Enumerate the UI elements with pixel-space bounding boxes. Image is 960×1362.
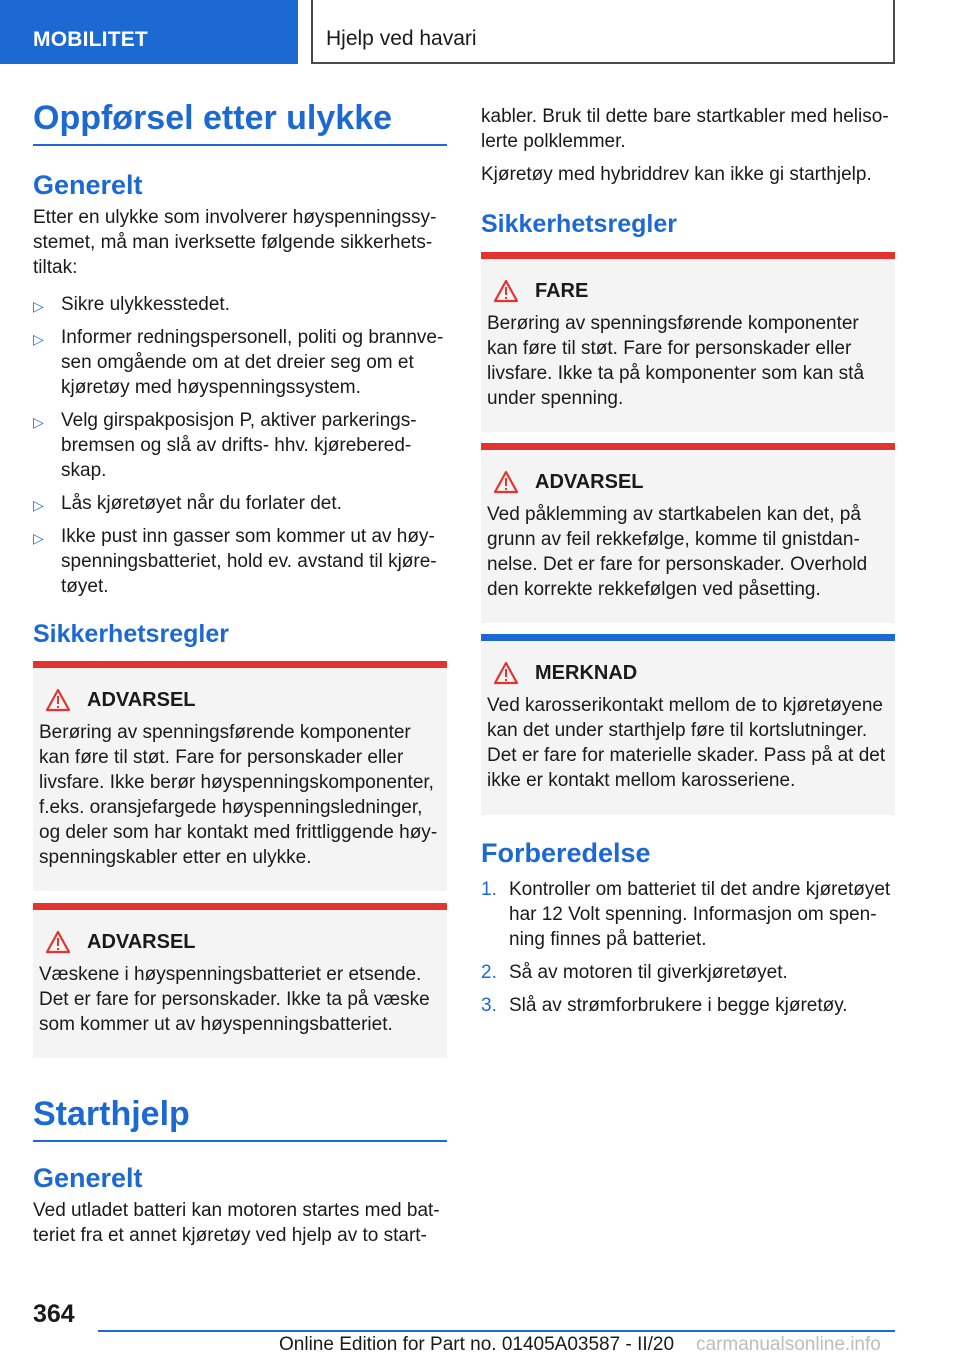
- notice-title: [487, 470, 889, 494]
- notice-title: [487, 661, 889, 685]
- list-item-text: Lås kjøretøyet når du forlater det.: [61, 493, 342, 515]
- heading-sikkerhetsregler-right: Sikkerhetsregler: [481, 210, 677, 238]
- notice-title-text: FARE: [535, 279, 589, 302]
- title-starthjelp-block: [33, 1096, 447, 1142]
- list-item: [33, 524, 447, 599]
- footer-divider: [98, 1330, 895, 1332]
- steps-list: [481, 877, 895, 1018]
- triangle-bullet-icon: ▷: [33, 530, 44, 547]
- warning-triangle-icon: [45, 688, 71, 712]
- notice-title-text: ADVARSEL: [535, 470, 644, 493]
- triangle-bullet-icon: ▷: [33, 298, 44, 315]
- list-item: [33, 325, 447, 400]
- warning-triangle-icon: [493, 279, 519, 303]
- continued-text: kabler. Bruk til dette bare startkabler med helisolerte polklemmer.: [481, 106, 889, 152]
- hybrid-text: Kjøretøy med hybriddrev kan ikke gi starthjelp.: [481, 164, 872, 185]
- step-number: 1.: [481, 879, 497, 901]
- notice-title-text: ADVARSEL: [87, 688, 196, 711]
- page-title-oppforsel: Oppførsel etter ulykke: [33, 99, 393, 137]
- notice-title: [39, 688, 441, 712]
- heading-sikkerhetsregler-left: Sikkerhetsregler: [33, 620, 229, 648]
- watermark-text: carmanualsonline.info: [696, 1334, 881, 1355]
- generelt-2-text: Ved utladet batteri kan motoren startes med batteriet fra et annet kjøretøy ved hjelp av to start-: [33, 1200, 440, 1247]
- list-item: [33, 408, 447, 483]
- page-number: 364: [33, 1300, 75, 1328]
- list-item: [33, 292, 447, 317]
- step-text: Slå av strømforbrukere i begge kjøretøy.: [509, 995, 848, 1017]
- heading-forberedelse: Forberedelse: [481, 838, 651, 868]
- list-item-text: Velg girspakposisjon P, aktiver parkeringsbremsen og slå av drifts- hhv. kjøreberedskap.: [61, 410, 417, 482]
- notice-text: Ved karosserikontakt mellom de to kjøretøyene kan det under starthjelp føre til kortslutninger. Det er fare for materielle skader. Pass på at det ikke er kontakt mellom karosseriene.: [487, 695, 886, 791]
- heading-generelt-2: Generelt: [33, 1163, 143, 1193]
- footer-edition-text: Online Edition for Part no. 01405A03587 - II/20: [279, 1334, 675, 1355]
- warning-notice-3: [481, 443, 895, 623]
- warning-triangle-icon: [45, 930, 71, 954]
- section-forberedelse: [481, 838, 895, 1026]
- notice-text: Berøring av spenningsførende komponenter kan føre til støt. Fare for personskader eller livsfare. Ikke ta på komponenter som kan stå under spenning.: [487, 313, 865, 409]
- list-item: [481, 993, 895, 1018]
- warning-notice-1: [33, 661, 447, 891]
- step-number: 2.: [481, 962, 497, 984]
- notice-title-text: MERKNAD: [535, 661, 638, 684]
- list-item: [481, 960, 895, 985]
- step-text: Så av motoren til giverkjøretøyet.: [509, 962, 788, 984]
- safety-bullet-list: [33, 292, 447, 599]
- notice-title-text: ADVARSEL: [87, 930, 196, 953]
- header-section-label: MOBILITET: [0, 0, 298, 64]
- list-item-text: Informer redningspersonell, politi og brannvesen omgående om at det dreier seg om et kjøretøy med høyspenningssystem.: [61, 327, 444, 399]
- triangle-bullet-icon: ▷: [33, 331, 44, 348]
- heading-generelt: Generelt: [33, 170, 143, 200]
- list-item: [33, 491, 447, 516]
- step-number: 3.: [481, 995, 497, 1017]
- warning-triangle-icon: [493, 661, 519, 685]
- notice-title: [39, 930, 441, 954]
- list-item: [481, 877, 895, 952]
- danger-notice: [481, 252, 895, 432]
- step-text: Kontroller om batteriet til det andre kjøretøyet har 12 Volt spenning. Informasjon om spenning finnes på batteriet.: [509, 879, 891, 951]
- warning-notice-2: [33, 903, 447, 1058]
- generelt-text: Etter en ulykke som involverer høyspenningssystemet, må man iverksette følgende sikkerhetstiltak:: [33, 207, 437, 279]
- page-title-starthjelp: Starthjelp: [33, 1095, 190, 1133]
- notice-text: Væskene i høyspenningsbatteriet er etsende. Det er fare for personskader. Ikke ta på væske som kommer ut av høyspenningsbatteriet.: [39, 964, 430, 1035]
- note-notice: [481, 634, 895, 815]
- section-generelt: [33, 170, 447, 607]
- notice-text: Berøring av spenningsførende komponenter kan føre til støt. Fare for personskader eller livsfare. Ikke berør høyspenningskomponenter, f.eks. oransjefargede høyspenningsledninger, og deler som har kontakt med frittliggende høyspenningskabler etter en ulykke.: [39, 722, 438, 868]
- notice-text: Ved påklemming av startkabelen kan det, på grunn av feil rekkefølge, komme til gnistdannelse. Det er fare for personskader. Overhold den korrekte rekkefølgen ved påsetting.: [487, 504, 868, 600]
- triangle-bullet-icon: ▷: [33, 414, 44, 431]
- title-oppforsel-block: [33, 100, 447, 146]
- triangle-bullet-icon: ▷: [33, 497, 44, 514]
- list-item-text: Sikre ulykkesstedet.: [61, 294, 230, 316]
- warning-triangle-icon: [493, 470, 519, 494]
- list-item-text: Ikke pust inn gasser som kommer ut av høyspenningsbatteriet, hold ev. avstand til kjøretøyet.: [61, 526, 437, 598]
- notice-title: [487, 279, 889, 303]
- section-generelt-2: [33, 1163, 447, 1248]
- header-chapter-label: Hjelp ved havari: [311, 0, 895, 64]
- continued-text-block: [481, 104, 895, 187]
